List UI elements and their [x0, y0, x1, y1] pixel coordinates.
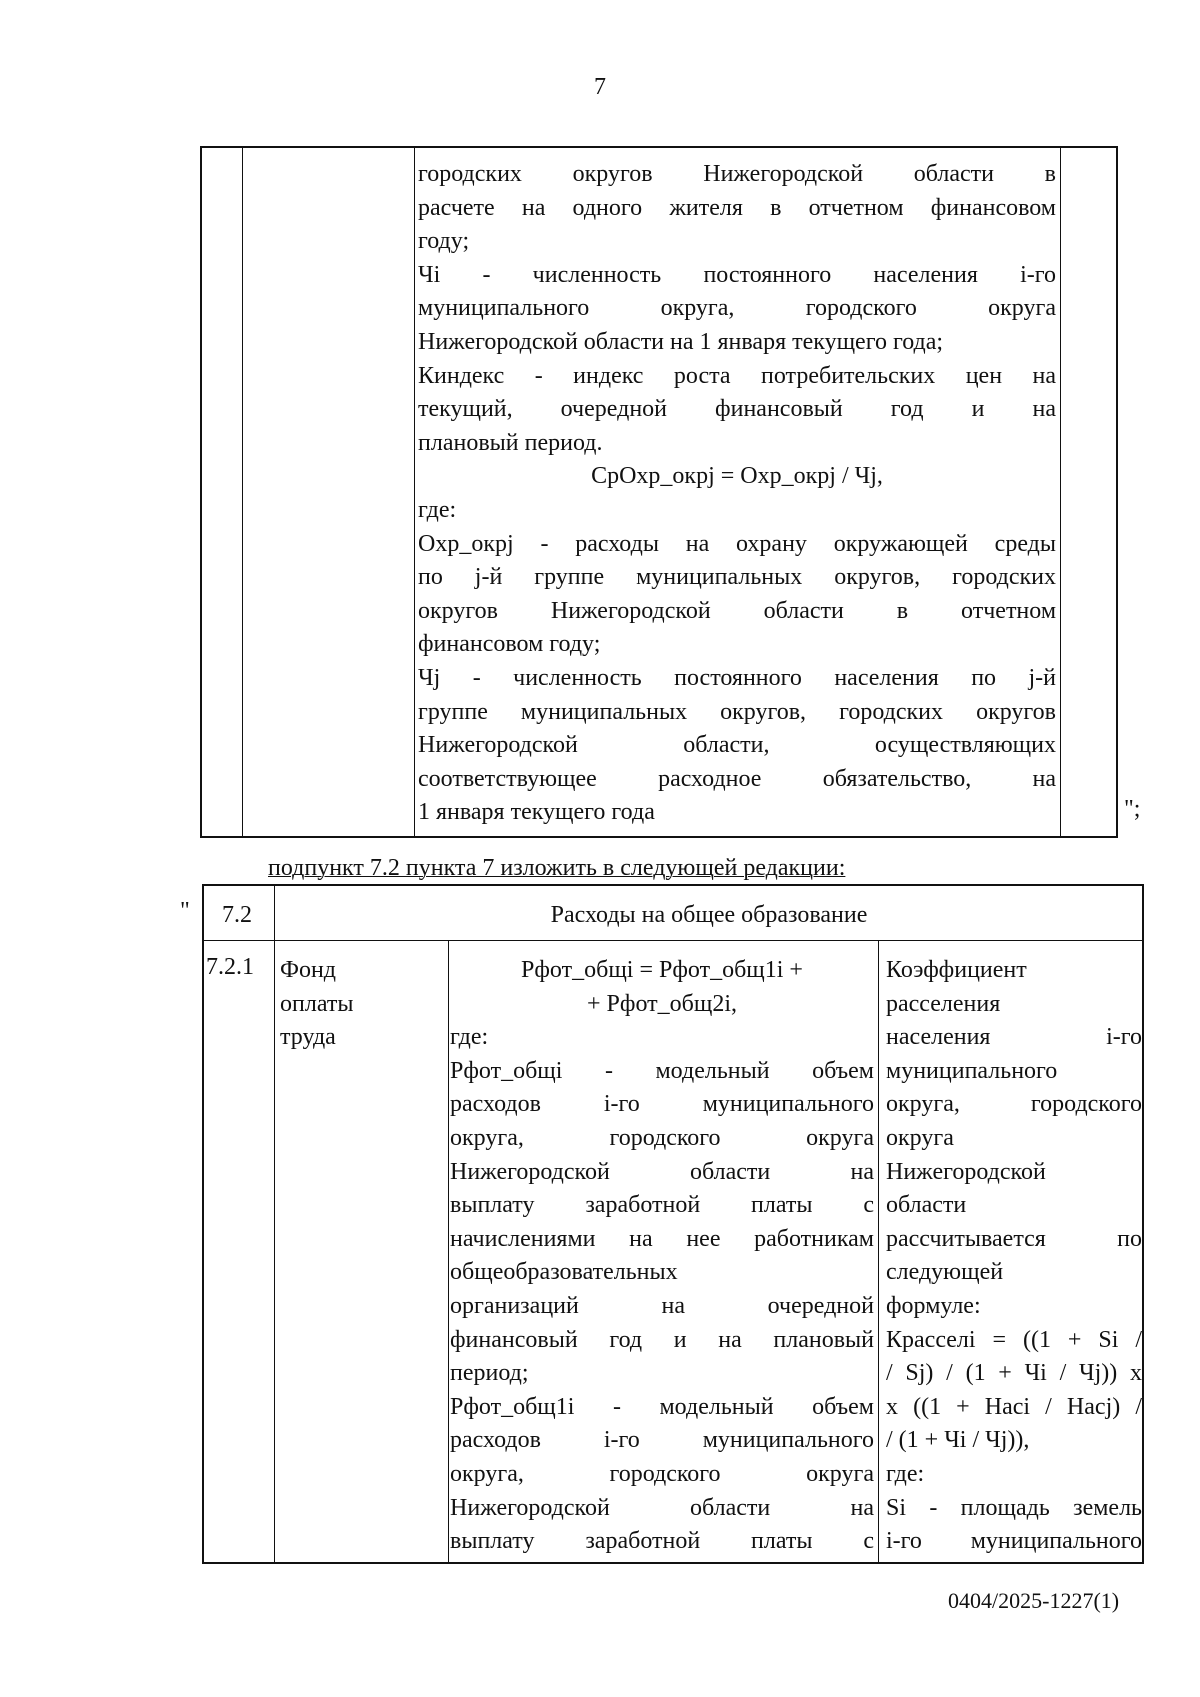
text-line: расходов i-го муниципального [450, 1427, 874, 1454]
text-line: финансовый год и на плановый [450, 1326, 874, 1353]
row-number: 7.2.1 [206, 954, 254, 980]
table-divider [414, 148, 415, 836]
text-line: по j-й группе муниципальных округов, городских [418, 564, 1056, 591]
text-line: округа [886, 1124, 954, 1151]
text-line: Красселi = ((1 + Si / [886, 1326, 1142, 1353]
text-line: организаций на очередной [450, 1292, 874, 1319]
coefficient-note-cell [886, 954, 1142, 1559]
text-line: округа, городского округа [450, 1460, 874, 1487]
closing-quote: "; [1124, 796, 1141, 822]
text-line: муниципального округа, городского округа [418, 295, 1056, 322]
page-number: 7 [594, 74, 606, 100]
text-line: Нижегородской области на [450, 1158, 874, 1185]
text-line: выплату заработной платы с [450, 1528, 874, 1555]
text-line: + Рфот_общ2i, [587, 990, 737, 1017]
text-line: Киндекс - индекс роста потребительских цен на [418, 362, 1056, 389]
text-line: Нижегородской области на 1 января текущего года; [418, 328, 944, 355]
text-line: расходов i-го муниципального [450, 1091, 874, 1118]
text-line: формуле: [886, 1292, 981, 1319]
text-line: Коэффициент [886, 957, 1027, 983]
formula-cell [450, 954, 874, 1559]
table-divider [242, 148, 243, 836]
text-line: Рфот_общi = Рфот_общ1i + [521, 957, 803, 983]
opening-quote: " [180, 898, 190, 924]
amendment-intro: подпункт 7.2 пункта 7 изложить в следующей редакции: [268, 855, 846, 881]
text-line: i-го муниципального [886, 1528, 1142, 1555]
text-line: области [886, 1192, 967, 1219]
continuation-cell-text [418, 158, 1056, 830]
text-line: x ((1 + Насi / Насj) / [886, 1393, 1142, 1420]
section-number: 7.2 [222, 902, 252, 928]
table-divider [878, 940, 879, 1562]
table-divider [204, 940, 1142, 941]
text-line: 1 января текущего года [418, 799, 655, 826]
text-line: оплаты [280, 990, 354, 1017]
text-line: Si - площадь земель [886, 1494, 1142, 1521]
table-divider [1060, 148, 1061, 836]
text-line: текущий, очередной финансовый год и на [418, 396, 1056, 423]
expense-name-cell [280, 954, 430, 1055]
text-line: Нижегородской области, осуществляющих [418, 732, 1056, 759]
text-line: Чj - численность постоянного населения по j-й [418, 664, 1056, 691]
table-divider [274, 886, 275, 1562]
text-line: период; [450, 1360, 529, 1387]
text-line: расселения [886, 990, 1001, 1017]
text-line: где: [418, 496, 457, 523]
text-line: году; [418, 228, 470, 255]
text-line: Нижегородской области на [450, 1494, 874, 1521]
text-line: следующей [886, 1259, 1004, 1286]
text-line: муниципального [886, 1057, 1058, 1084]
text-line: плановый период. [418, 429, 603, 456]
text-line: городских округов Нижегородской области в [418, 161, 1056, 187]
text-line: / Sj) / (1 + Чi / Чj)) x [886, 1360, 1142, 1387]
text-line: СрОхр_окрj = Охр_окрj / Чj, [591, 463, 883, 490]
section-title: Расходы на общее образование [550, 902, 868, 928]
table-divider [448, 940, 449, 1562]
text-line: Рфот_общ1i - модельный объем [450, 1393, 874, 1420]
text-line: расчете на одного жителя в отчетном финансовом [418, 194, 1056, 221]
text-line: общеобразовательных [450, 1259, 678, 1286]
text-line: начислениями на нее работникам [450, 1225, 874, 1252]
text-line: где: [886, 1460, 925, 1487]
text-line: группе муниципальных округов, городских округов [418, 698, 1056, 725]
text-line: Чi - численность постоянного населения i-го [418, 261, 1056, 288]
text-line: выплату заработной платы с [450, 1192, 874, 1219]
text-line: труда [280, 1024, 336, 1051]
text-line: Рфот_общi - модельный объем [450, 1057, 874, 1084]
text-line: Фонд [280, 957, 337, 983]
text-line: / (1 + Чi / Чj)), [886, 1427, 1030, 1454]
text-line: Охр_окрj - расходы на охрану окружающей среды [418, 530, 1056, 557]
text-line: соответствующее расходное обязательство, на [418, 765, 1056, 792]
text-line: Нижегородской [886, 1158, 1046, 1185]
document-code: 0404/2025-1227(1) [948, 1588, 1120, 1613]
text-line: где: [450, 1024, 489, 1051]
text-line: рассчитывается по [886, 1225, 1142, 1252]
text-line: округа, городского [886, 1091, 1142, 1118]
text-line: округов Нижегородской области в отчетном [418, 597, 1056, 624]
text-line: округа, городского округа [450, 1124, 874, 1151]
text-line: финансовом году; [418, 631, 601, 658]
text-line: населения i-го [886, 1024, 1142, 1051]
